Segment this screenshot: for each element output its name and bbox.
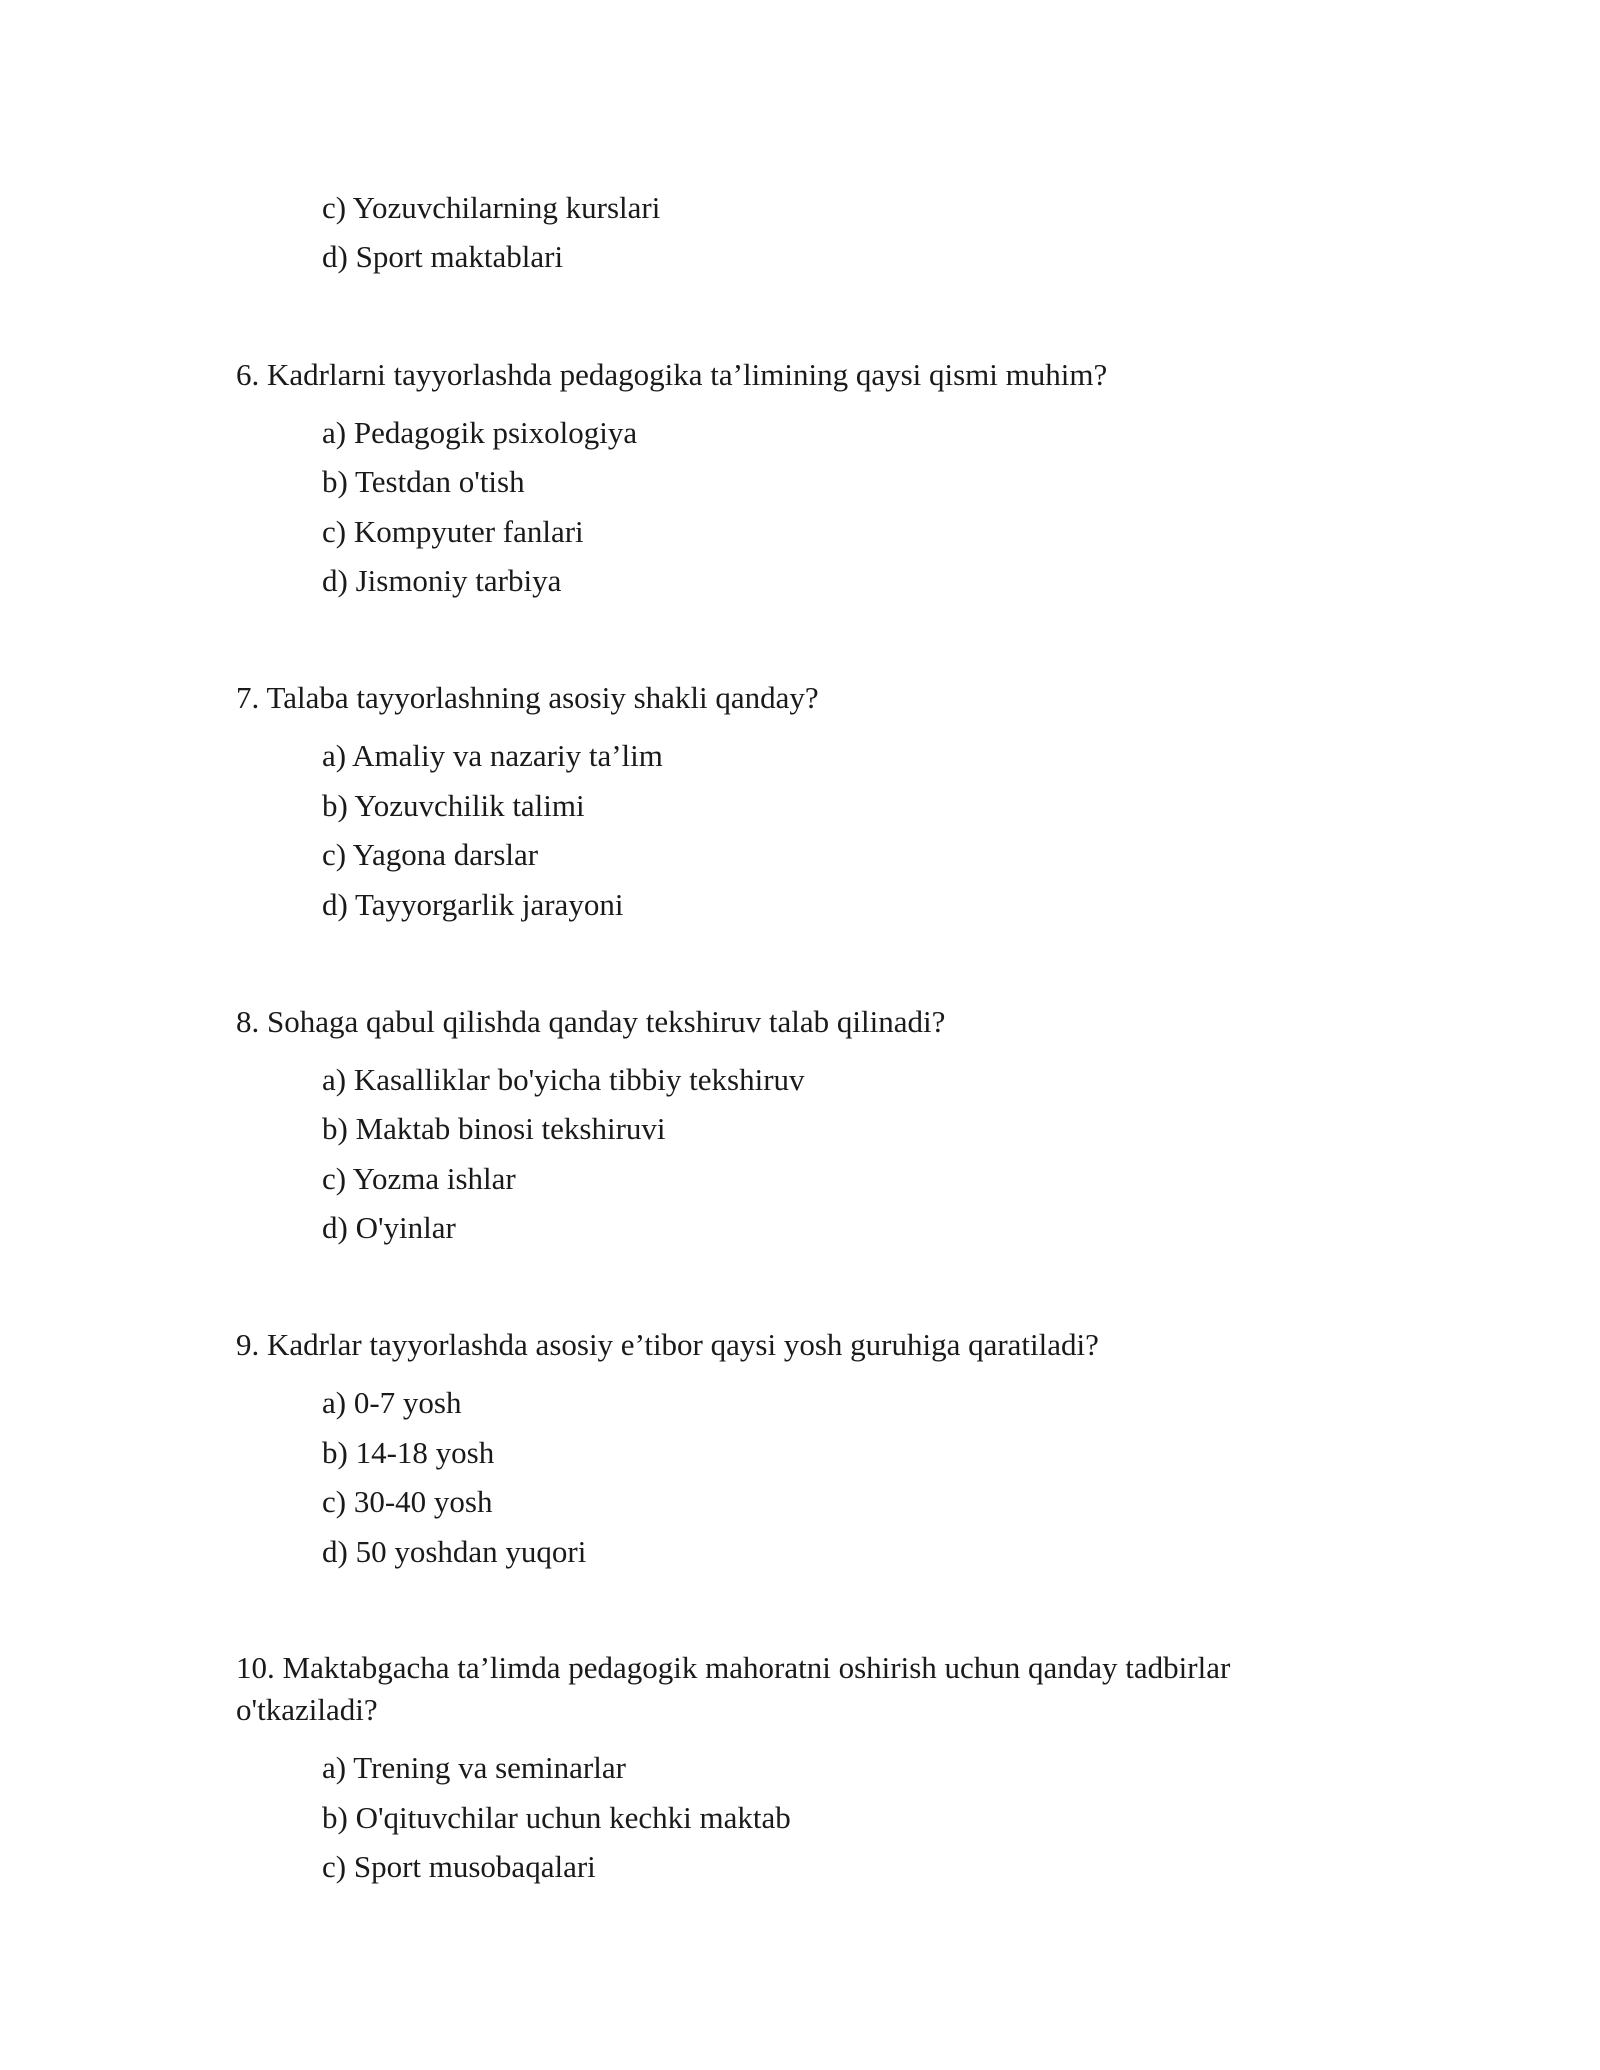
option-item: c) Yagona darslar [322, 837, 539, 872]
question-title: 9. Kadrlar tayyorlashda asosiy e’tibor qaysi yosh guruhiga qaratiladi? [236, 1327, 1099, 1362]
option-item: b) 14-18 yosh [322, 1435, 495, 1470]
option-item: a) 0-7 yosh [322, 1385, 462, 1420]
option-item: d) Sport maktablari [322, 239, 564, 274]
option-item: a) Kasalliklar bo'yicha tibbiy tekshiruv [322, 1062, 805, 1097]
option-item: c) Sport musobaqalari [322, 1849, 596, 1884]
question-title: 6. Kadrlarni tayyorlashda pedagogika ta’limining qaysi qismi muhim? [236, 357, 1108, 392]
option-item: a) Trening va seminarlar [322, 1750, 626, 1785]
question-title: 8. Sohaga qabul qilishda qanday tekshiruv talab qilinadi? [236, 1004, 946, 1039]
option-item: b) Testdan o'tish [322, 464, 525, 499]
option-item: b) O'qituvchilar uchun kechki maktab [322, 1800, 791, 1835]
option-item: c) Kompyuter fanlari [322, 514, 584, 549]
option-item: d) 50 yoshdan yuqori [322, 1534, 587, 1569]
option-item: d) Tayyorgarlik jarayoni [322, 887, 624, 922]
option-item: a) Pedagogik psixologiya [322, 415, 638, 450]
option-item: d) Jismoniy tarbiya [322, 563, 562, 598]
option-item: b) Yozuvchilik talimi [322, 788, 585, 823]
option-item: a) Amaliy va nazariy ta’lim [322, 738, 663, 773]
option-item: c) Yozma ishlar [322, 1161, 516, 1196]
question-title: 7. Talaba tayyorlashning asosiy shakli qanday? [236, 680, 819, 715]
question-title-continuation: o'tkaziladi? [236, 1692, 378, 1727]
option-item: d) O'yinlar [322, 1210, 456, 1245]
question-title: 10. Maktabgacha ta’limda pedagogik mahoratni oshirish uchun qanday tadbirlar [236, 1650, 1231, 1685]
option-item: b) Maktab binosi tekshiruvi [322, 1111, 666, 1146]
option-item: c) Yozuvchilarning kurslari [322, 190, 661, 225]
option-item: c) 30-40 yosh [322, 1484, 493, 1519]
